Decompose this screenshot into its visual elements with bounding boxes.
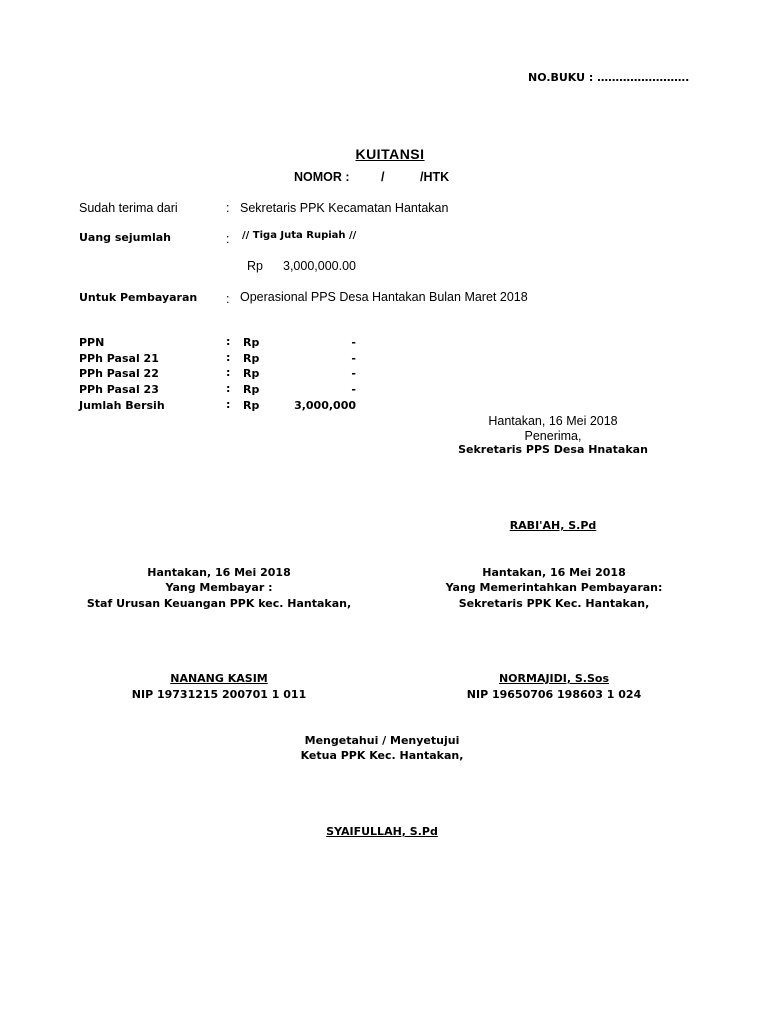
tax-currency: Rp	[243, 336, 260, 349]
sudah-terima-label: Sudah terima dari	[79, 201, 178, 215]
jumlah-bersih-label: Jumlah Bersih	[79, 399, 165, 412]
nomor-slash: /	[381, 170, 385, 184]
penerima-date: Hantakan, 16 Mei 2018	[488, 414, 618, 428]
penerima-position: Sekretaris PPS Desa Hnatakan	[458, 443, 648, 456]
pembayar-position: Staf Urusan Keuangan PPK kec. Hantakan,	[86, 597, 352, 610]
tax-value: -	[351, 367, 356, 380]
sudah-terima-value: Sekretaris PPK Kecamatan Hantakan	[240, 201, 449, 215]
tax-currency: Rp	[243, 383, 260, 396]
tax-label: PPh Pasal 22	[79, 367, 159, 380]
colon: :	[226, 398, 231, 411]
jumlah-bersih-currency: Rp	[243, 399, 260, 412]
tax-label: PPh Pasal 23	[79, 383, 159, 396]
colon: :	[226, 382, 231, 395]
pemerintah-name: NORMAJIDI, S.Sos	[498, 672, 610, 685]
untuk-label: Untuk Pembayaran	[79, 291, 198, 304]
ketua-role: Mengetahui / Menyetujui	[304, 734, 460, 747]
uang-label: Uang sejumlah	[79, 231, 171, 244]
tax-currency: Rp	[243, 352, 260, 365]
colon: :	[226, 232, 230, 246]
penerima-name: RABI'AH, S.Pd	[509, 519, 597, 532]
colon: :	[226, 201, 230, 215]
ketua-name: SYAIFULLAH, S.Pd	[326, 825, 438, 838]
penerima-role: Penerima,	[524, 429, 582, 443]
pembayar-name: NANANG KASIM	[170, 672, 268, 685]
colon: :	[226, 366, 231, 379]
amount-value: 3,000,000.00	[283, 259, 356, 273]
tax-value: -	[351, 352, 356, 365]
pemerintah-nip: NIP 19650706 198603 1 024	[466, 688, 642, 701]
pembayar-date: Hantakan, 16 Mei 2018	[147, 566, 291, 579]
untuk-value: Operasional PPS Desa Hantakan Bulan Maret 2018	[240, 290, 528, 304]
tax-label: PPN	[79, 336, 105, 349]
colon: :	[226, 335, 231, 348]
ketua-position: Ketua PPK Kec. Hantakan,	[300, 749, 464, 762]
amount-currency: Rp	[247, 259, 263, 273]
document-title: KUITANSI	[355, 146, 425, 162]
nomor-label: NOMOR :	[294, 170, 350, 184]
tax-value: -	[351, 336, 356, 349]
uang-value: // Tiga Juta Rupiah //	[242, 230, 357, 241]
jumlah-bersih-value: 3,000,000	[294, 399, 356, 412]
tax-value: -	[351, 383, 356, 396]
tax-label: PPh Pasal 21	[79, 352, 159, 365]
pemerintah-position: Sekretaris PPK Kec. Hantakan,	[458, 597, 650, 610]
nomor-code: /HTK	[420, 170, 450, 184]
pemerintah-role: Yang Memerintahkan Pembayaran:	[445, 581, 663, 594]
tax-currency: Rp	[243, 367, 260, 380]
pembayar-nip: NIP 19731215 200701 1 011	[131, 688, 307, 701]
colon: :	[226, 292, 230, 306]
pemerintah-date: Hantakan, 16 Mei 2018	[482, 566, 626, 579]
no-buku: NO.BUKU : …………………….	[528, 71, 690, 84]
colon: :	[226, 351, 231, 364]
pembayar-role: Yang Membayar :	[165, 581, 273, 594]
